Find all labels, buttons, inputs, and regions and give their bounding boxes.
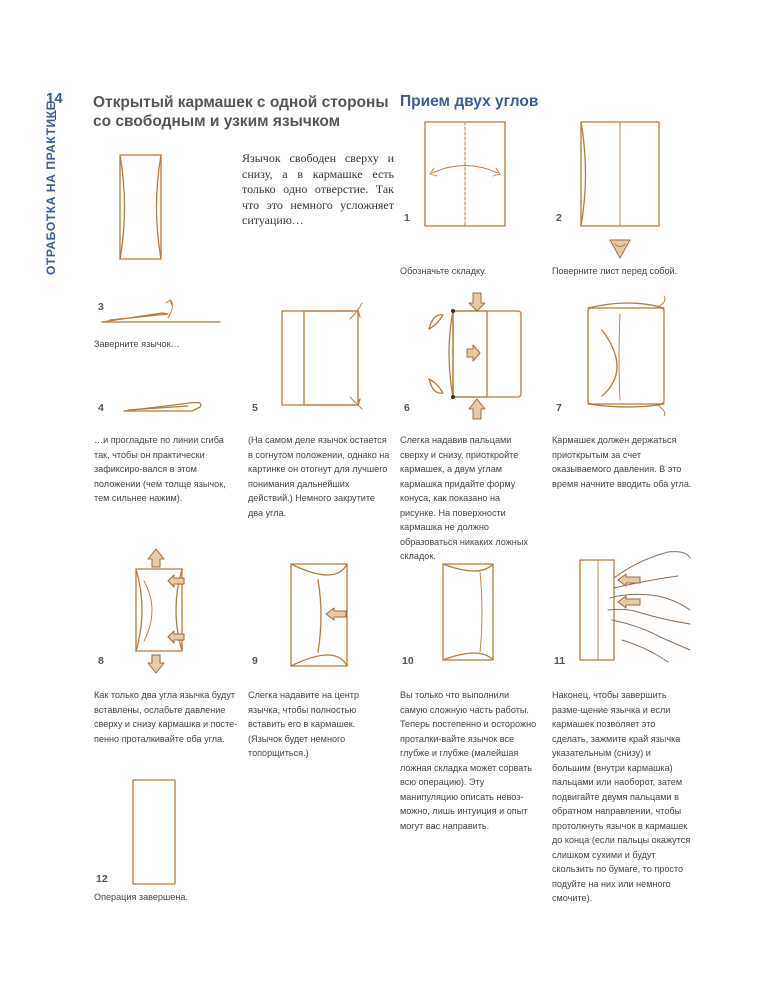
step-caption: Вы только что выполнили самую сложную часть работы. Теперь постепенно и осторожно проталки-вайте язычок все глубже и глубже (малейшая ложная складка может сорвать всю операцию). Эту манипуляцию описать невоз-можно, лишь интуиция и опыт могут вас направить. — [400, 690, 537, 831]
step-number: 4 — [98, 402, 104, 414]
step8-figure — [130, 547, 190, 675]
left-section-title: Открытый кармашек с одной стороны со свободным и узким язычком — [93, 94, 389, 130]
step-caption: Поверните лист перед собой. — [552, 266, 678, 276]
step-caption: Обозначьте складку. — [400, 266, 487, 276]
step-caption: Как только два угла язычка будут вставлены, ослабьте давление сверху и снизу кармашка и посте-пенно проталкивайте оба угла. — [94, 690, 238, 744]
step-caption: (На самом деле язычок остается в согнутом положении, однако на картинке он отогнут для лучшего понимания дальнейших действий.) Немного закрутите два угла. — [248, 435, 390, 518]
step-caption: Наконец, чтобы завершить разме-щение язычка и если кармашек позволяет это сделать, зажмите край язычка указательным (снизу) и большим (внутри кармашка) пальцами или наоборот, затем подвигайте двумя пальцами в обратном направлении, чтобы протолкнуть язычок в кармашек до конца (если пальцы окажутся слишком сухими и будут скользить по бумаге, то просто подуйте на них или немного смочите). — [552, 690, 691, 903]
step9-figure — [288, 560, 358, 670]
intro-pocket-figure — [118, 153, 168, 263]
step6-figure — [423, 293, 528, 420]
step-number: 1 — [404, 212, 410, 224]
step-caption: Заверните язычок… — [94, 339, 180, 349]
step-caption: Слегка надавите на центр язычка, чтобы полностью вставить его в кармашек. (Язычок будет немного топорщиться.) — [248, 690, 360, 758]
step-number: 2 — [556, 212, 562, 224]
step-number: 6 — [404, 402, 410, 414]
step5-figure — [278, 305, 368, 410]
step-number: 10 — [402, 655, 414, 667]
step-caption: …и прогладьте по линии сгиба так, чтобы он практически зафиксиро-вался в этом положении (чем толще язычок, тем сильнее нажим). — [94, 435, 226, 503]
step-number: 8 — [98, 655, 104, 667]
step-number: 5 — [252, 402, 258, 414]
step-caption: Слегка надавив пальцами сверху и снизу, приоткройте кармашек, а двум углам кармашка придайте форму конуса, как показано на рисунке. На поверхности кармашка не должно образоваться никаких ложных складок. — [400, 435, 528, 561]
step-number: 9 — [252, 655, 258, 667]
step7-figure — [580, 300, 675, 415]
right-section-title: Прием двух углов — [400, 93, 539, 110]
intro-text: Язычок свободен сверху и снизу, а в кармашке есть только одно отверстие. Так что это немного усложняет ситуацию… — [242, 151, 394, 227]
step4-figure — [120, 393, 210, 418]
side-section-label: ОТРАБОТКА НА ПРАКТИКЕ — [44, 101, 58, 275]
step11-figure — [578, 550, 690, 668]
step-number: 11 — [554, 655, 566, 667]
step1-figure — [420, 118, 515, 228]
step-number: 3 — [98, 301, 104, 313]
step2-figure — [578, 118, 668, 268]
step12-figure — [130, 778, 180, 888]
step-number: 12 — [96, 873, 108, 885]
step3-figure — [100, 298, 225, 333]
page-number: 14 — [46, 90, 63, 107]
step-caption: Операция завершена. — [94, 892, 188, 902]
step10-figure — [440, 560, 500, 665]
step-number: 7 — [556, 402, 562, 414]
step-caption: Кармашек должен держаться приоткрытым за счет оказываемого давления. В это время начните вводить оба угла. — [552, 435, 692, 489]
